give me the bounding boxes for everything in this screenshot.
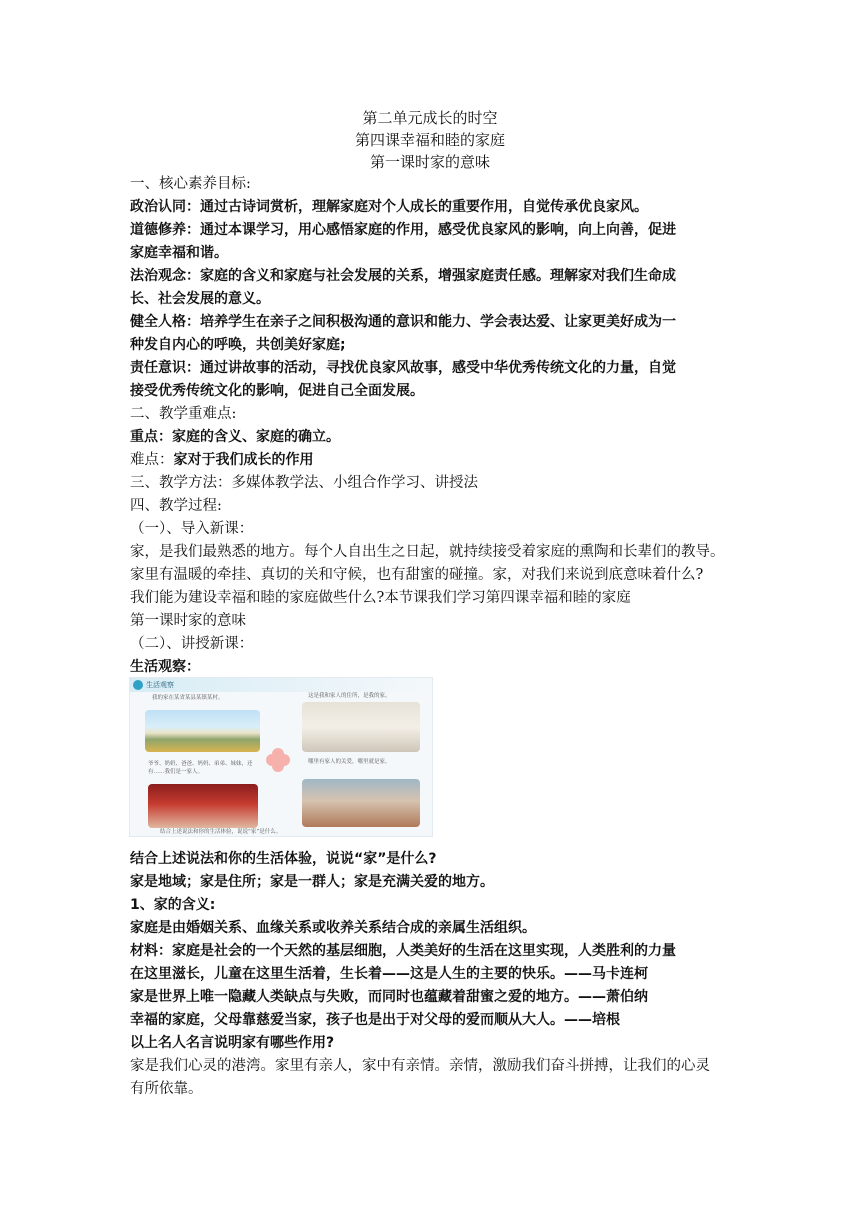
key-point: [130, 426, 740, 448]
meaning-heading: 1、家的含义:: [130, 897, 216, 913]
family-photo: [302, 779, 420, 827]
question-what-is-home: 结合上述说法和你的生活体验，说说“家”是什么?: [130, 851, 437, 867]
key-label: 重点：: [130, 429, 172, 445]
material-line-4: 幸福的家庭，父母靠慈爱当家，孩子也是出于对父母的爱而顺从大人。——培根: [130, 1012, 620, 1028]
village-photo: [145, 710, 260, 752]
unit-title: 第二单元成长的时空: [362, 109, 498, 127]
intro-line-4: 第一课时家的意味: [130, 613, 246, 629]
figure-caption-2: 这是我和家人的住所，是我的家。: [308, 693, 391, 699]
figure-caption-4: 哪里有家人的关爱，哪里就是家。: [308, 759, 391, 765]
material-line-3: 家是世界上唯一隐藏人类缺点与失败，而同时也蕴藏着甜蜜之爱的地方。——萧伯纳: [130, 989, 648, 1005]
goal-moral-1: 道德修养：通过本课学习，用心感悟家庭的作用，感受优良家风的影响，向上向善，促进: [130, 222, 676, 238]
key-text: 家庭的含义、家庭的确立。: [172, 429, 340, 445]
figure-caption-1: 我的家在某省某县某镇某村。: [152, 695, 224, 701]
period-title: 第一课时家的意味: [369, 153, 490, 171]
goal-law-2: 长、社会发展的意义。: [130, 291, 270, 307]
intro-line-2: 家里有温暖的牵挂、真切的关和守候，也有甜蜜的碰撞。家，对我们来说到底意味着什么?: [130, 567, 704, 583]
section-3-heading: 三、教学方法：多媒体教学法、小组合作学习、讲授法: [130, 475, 478, 491]
figure-header-text: 生活观察: [146, 681, 174, 689]
intro-heading: （一）、导入新课：: [130, 521, 254, 537]
answer-what-is-home: 家是地域；家是住所；家是一群人；家是充满关爱的地方。: [130, 874, 494, 890]
goal-personality-1: 健全人格：培养学生在亲子之间积极沟通的意识和能力、学会表达爱、让家更美好成为一: [130, 314, 676, 330]
intro-line-3: 我们能为建设幸福和睦的家庭做些什么?本节课我们学习第四课幸福和睦的家庭: [130, 590, 631, 606]
teach-heading: （二）、讲授新课：: [130, 636, 254, 652]
life-observation-label: 生活观察：: [130, 659, 200, 675]
family-definition: 家庭是由婚姻关系、血缘关系或收养关系结合成的亲属生活组织。: [130, 920, 536, 936]
goal-political: 政治认同：通过古诗词赏析，理解家庭对个人成长的重要作用，自觉传承优良家风。: [130, 199, 648, 215]
section-2-heading: 二、教学重难点:: [130, 406, 237, 422]
material-line-1: 材料：家庭是社会的一个天然的基层细胞，人类美好的生活在这里实现，人类胜利的力量: [130, 943, 676, 959]
figure-header: [130, 678, 432, 692]
answer-line-1: 家是我们心灵的港湾。家里有亲人，家中有亲情。亲情，激励我们奋斗拼搏，让我们的心灵: [130, 1058, 710, 1074]
section-1-heading: 一、核心素养目标:: [130, 176, 251, 192]
question-functions: 以上名人名言说明家有哪些作用?: [130, 1035, 335, 1051]
goal-responsibility-2: 接受优秀传统文化的影响，促进自己全面发展。: [130, 383, 424, 399]
difficult-label: 难点：: [130, 452, 174, 468]
goal-law-1: 法治观念：家庭的含义和家庭与社会发展的关系，增强家庭责任感。理解家对我们生命成: [130, 268, 676, 284]
clover-decoration-icon: [266, 748, 290, 772]
goal-responsibility-1: 责任意识：通过讲故事的活动，寻找优良家风故事，感受中华优秀传统文化的力量，自觉: [130, 360, 676, 376]
magnifier-icon: [133, 680, 143, 690]
material-line-2: 在这里滋长，儿童在这里生活着，生长着——这是人生的主要的快乐。——马卡连柯: [130, 966, 648, 982]
difficult-text: 家对于我们成长的作用: [173, 452, 314, 468]
living-room-photo: [302, 702, 420, 752]
figure-footer: 结合上述说法和你的生活体验，说说“家”是什么。: [160, 829, 282, 835]
goal-personality-2: 种发自内心的呼唤，共创美好家庭;: [130, 337, 346, 353]
figure-caption-3: 爷爷、奶奶、爸爸、妈妈、弟弟、妹妹，还有……我们是一家人。: [148, 761, 253, 775]
lesson-title: 第四课幸福和睦的家庭: [354, 131, 505, 149]
section-4-heading: 四、教学过程:: [130, 498, 222, 514]
answer-line-2: 有所依靠。: [130, 1081, 203, 1097]
difficult-point: [130, 449, 740, 471]
festival-photo: [148, 784, 258, 828]
life-observation-figure: [129, 677, 433, 837]
goal-moral-2: 家庭幸福和谐。: [130, 245, 228, 261]
intro-line-1: 家，是我们最熟悉的地方。每个人自出生之日起，就持续接受着家庭的熏陶和长辈们的教导。: [130, 544, 725, 560]
